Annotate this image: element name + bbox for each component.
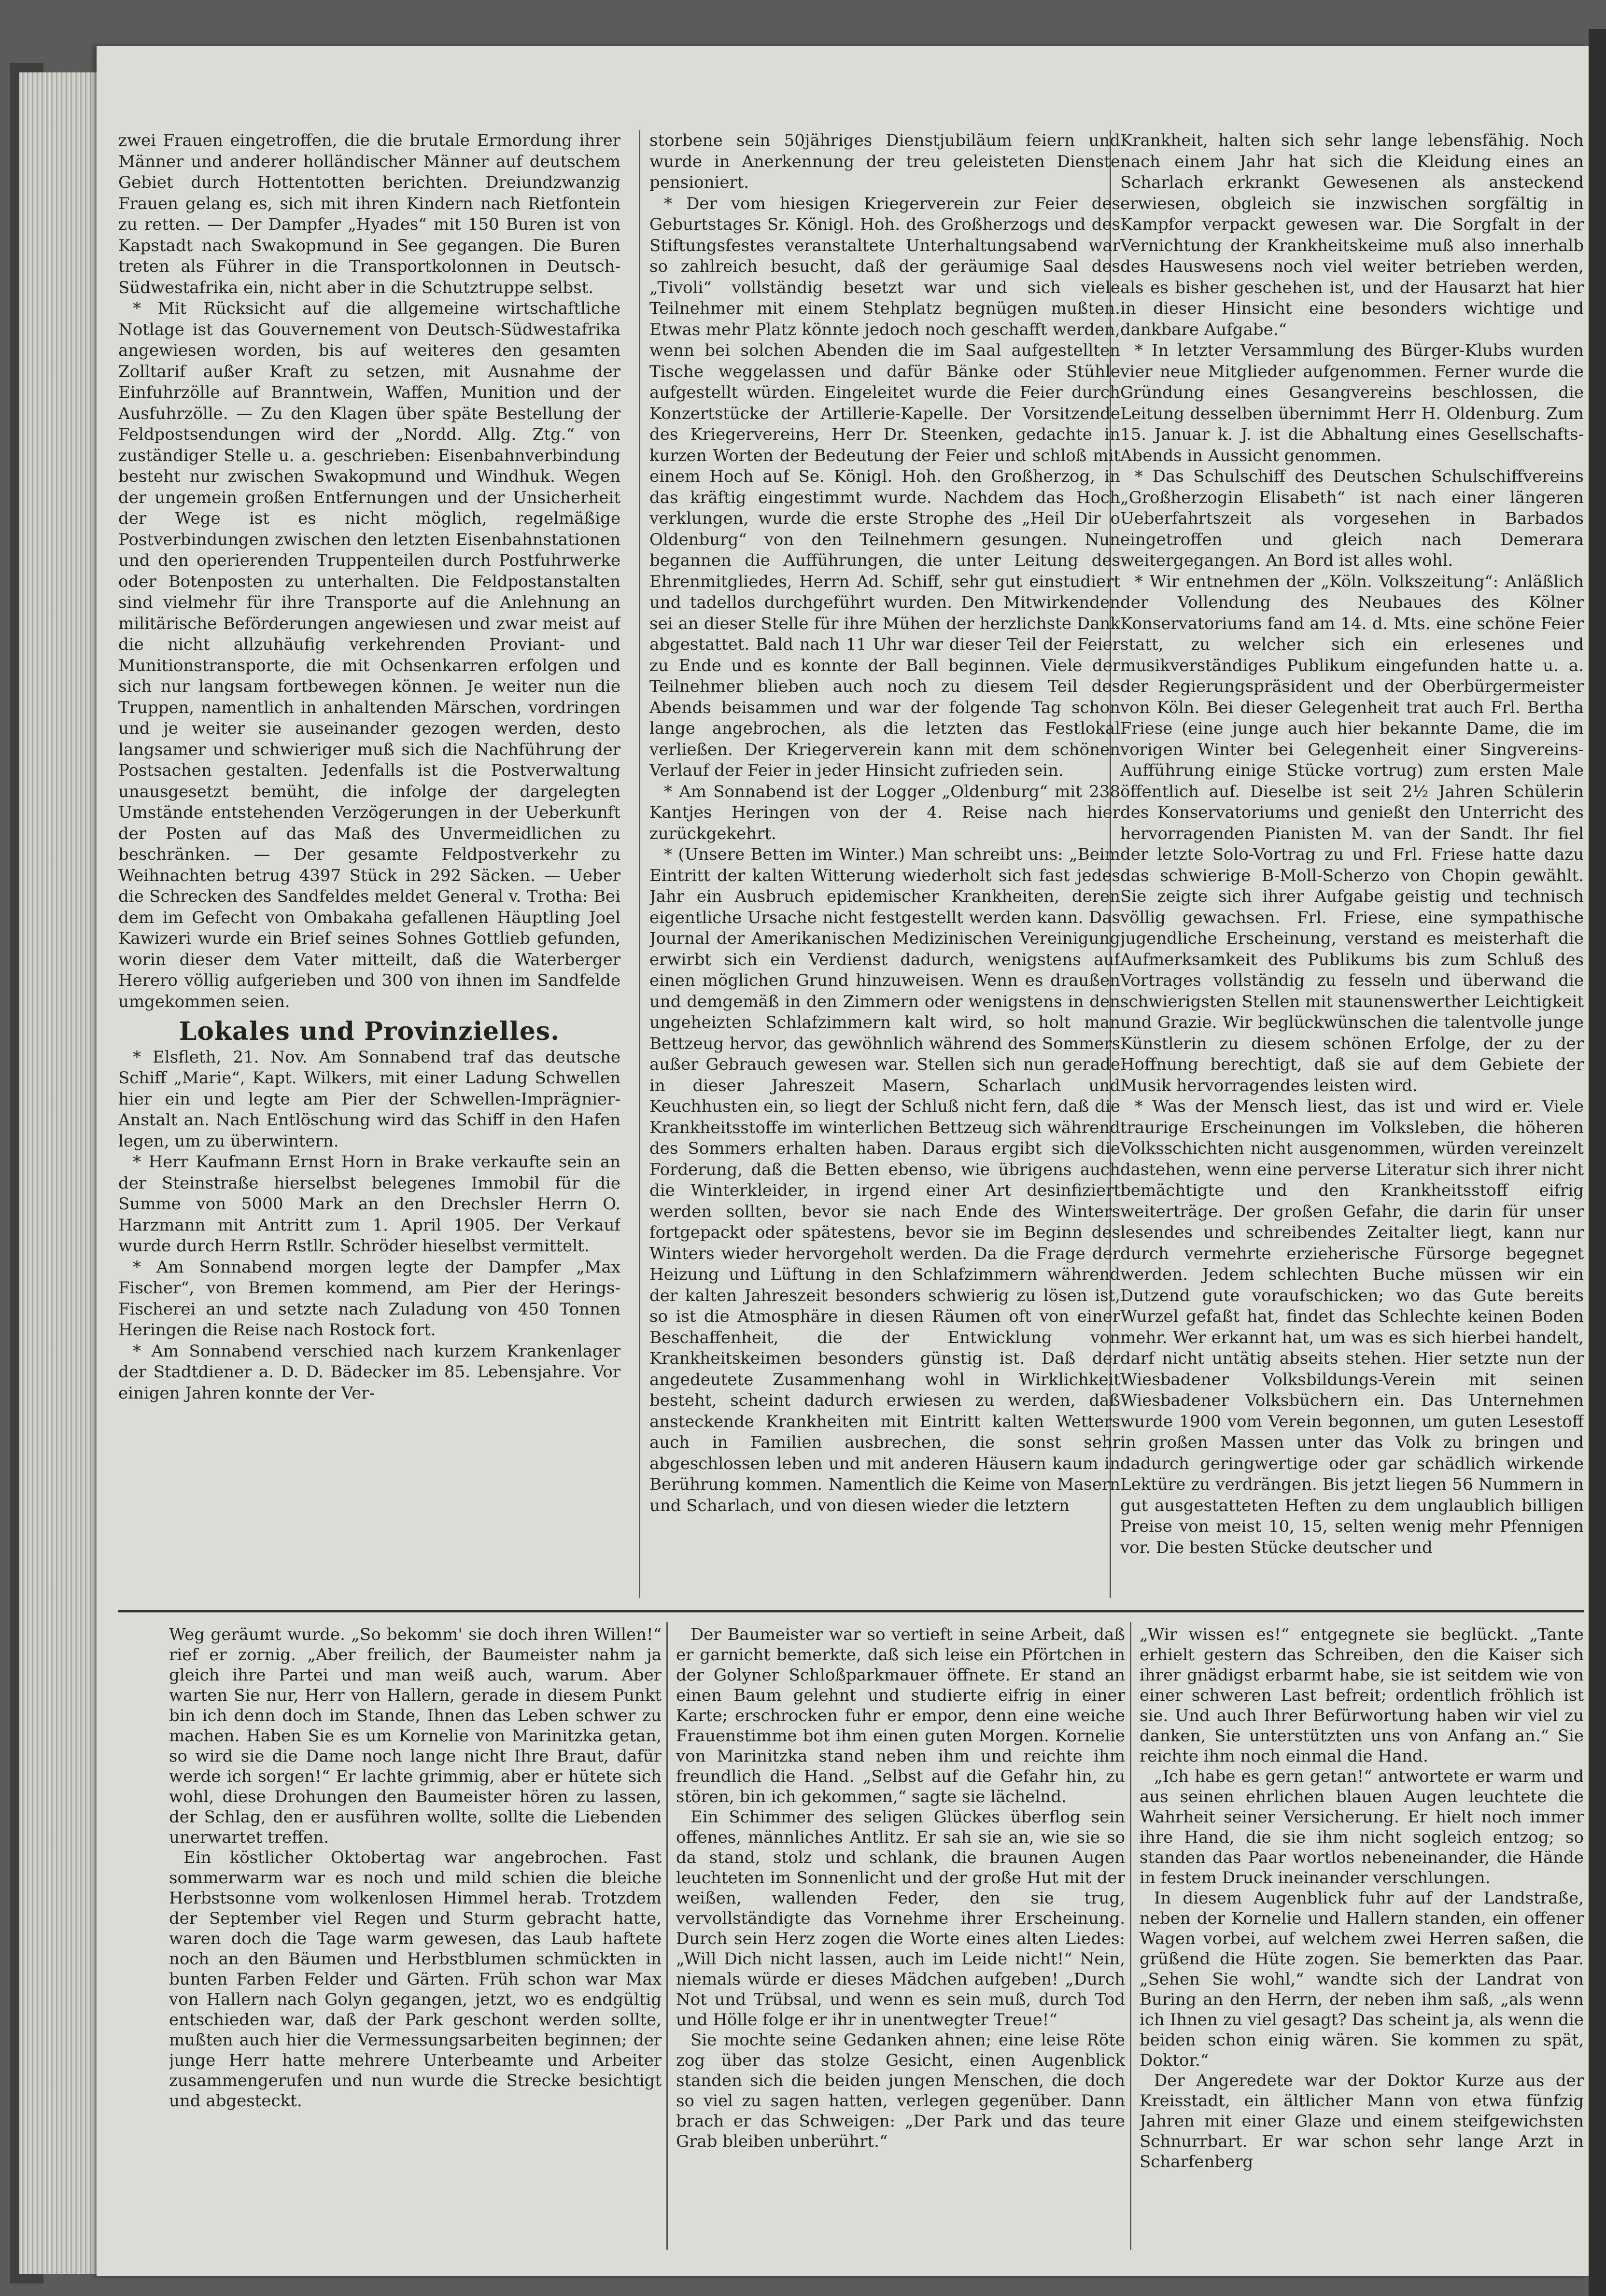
story-paragraph: Der Baumeister war so vertieft in seine Arbeit, daß er garnicht bemerkte, daß sich leise ein Pförtchen in der Golyner Schloßparkmauer öffnete. Er stand an einen Baum gelehnt und studierte eifrig in einer Karte; erschrocken fuhr er empor, denn eine weiche Frauenstimme bot ihm einen guten Morgen. Kornelie von Marinitzka stand neben ihm und reichte ihm freundlich die Hand. „Selbst auf die Gefahr hin, zu stören, bin ich gekommen,“ sagte sie lächelnd. [676, 1625, 1125, 1806]
article-paragraph: * Mit Rücksicht auf die allgemeine wirtschaftliche Notlage ist das Gouvernement von Deutsch-Südwestafrika angewiesen worden, bis auf weiteres den gesamten Zolltarif außer Kraft zu setzen, mit Ausnahme der Einfuhrzölle auf Branntwein, Waffen, Munition und der Ausfuhrzölle. — Zu den Klagen über späte Bestellung der Feldpostsendungen wird der „Nordd. Allg. Ztg.“ von zuständiger Stelle u. a. geschrieben: Eisenbahnverbindung besteht nur zwischen Swakopmund und Windhuk. Wegen der ungemein großen Entfernungen und der Unsicherheit der Wege ist es nicht möglich, regelmäßige Postverbindungen zwischen den letzten Eisenbahnstationen und den operierenden Truppenteilen durch Postfuhrwerke oder Botenposten zu unterhalten. Die Feldpostanstalten sind vielmehr für ihre Transporte auf die Anlehnung an militärische Beförderungen angewiesen und zwar meist auf die nicht allzuhäufig verkehrenden Proviant- und Munitionstransporte, die mit Ochsenkarren erfolgen und sich nur langsam fortbewegen können. Je weiter nun die Truppen, namentlich in anhaltenden Märschen, vordringen und je weiter sie auseinander gezogen werden, desto langsamer und schwieriger muß sich die Nachführung der Postsachen gestalten. Jedenfalls ist die Postverwaltung unausgesetzt bemüht, die infolge der dargelegten Umstände entstehenden Verzögerungen in der Ueberkunft der Posten auf das Maß des Unvermeidlichen zu beschränken. — Der gesamte Feldpostverkehr zu Weihnachten betrug 4397 Stück in 292 Säcken. — Ueber die Schrecken des Sandfeldes meldet General v. Trotha: Bei dem im Gefecht von Ombakaha gefallenen Häuptling Joel Kawizeri wurde ein Brief seines Sohnes Gottlieb gefunden, worin dieser dem Vater mitteilt, daß die Waterberger Herero völlig aufgerieben und 300 von ihnen im Sandfelde umgekommen seien. [118, 299, 620, 1011]
article-paragraph: storbene sein 50jähriges Dienstjubiläum feiern und wurde in Anerkennung der treu geleisteten Dienste pensioniert. [649, 131, 1120, 192]
story-paragraph: Der Angeredete war der Doktor Kurze aus der Kreisstadt, ein ältlicher Mann von etwa fünfzig Jahren mit einer Glaze und einem steifgewichsten Schnurrbart. Er war schon sehr lange Arzt in Scharfenberg [1140, 2071, 1584, 2171]
article-paragraph: Krankheit, halten sich sehr lange lebensfähig. Noch nach einem Jahr hat sich die Kleidung eines an Scharlach erkrankt Gewesenen als ansteckend erwiesen, obgleich sie inzwischen sorgfältig in Kampfor verpackt gewesen war. Die Sorgfalt in der Vernichtung der Krankheitskeime muß also innerhalb des Hauswesens noch viel weiter betrieben werden, als es bisher geschehen ist, und der Hausarzt hat hier in dieser Hinsicht eine besonders wichtige und dankbare Aufgabe.“ [1120, 131, 1584, 339]
story-paragraph: Ein köstlicher Oktobertag war angebrochen. Fast sommerwarm war es noch und mild schien die bleiche Herbstsonne vom wolkenlosen Himmel herab. Trotzdem der September viel Regen und Sturm gebracht hatte, waren doch die Tage warm gewesen, das Laub haftete noch an den Bäumen und Herbstblumen schmückten in bunten Farben Felder und Gärten. Früh schon war Max von Hallern nach Golyn gegangen, jetzt, wo es endgültig entschieden war, daß der Park geschont werden sollte, mußten auch hier die Vermessungsarbeiten beginnen; der junge Herr hatte mehrere Unterbeamte und Arbeiter zusammengerufen und nun wurde die Strecke besichtigt und abgesteckt. [169, 1848, 662, 2111]
story-paragraph: In diesem Augenblick fuhr auf der Landstraße, neben der Kornelie und Hallern standen, ein offener Wagen vorbei, auf welchem zwei Herren saßen, die grüßend die Hüte zogen. Sie bemerkten das Paar. „Sehen Sie wohl,“ wandte sich der Landrat von Buring an den Herrn, der neben ihm saß, „als wenn ich Ihnen zu viel gesagt? Das scheint ja, als wenn die beiden schon einig wären. Sie kommen zu spät, Doktor.“ [1140, 1889, 1584, 2070]
story-paragraph: „Ich habe es gern getan!“ antwortete er warm und aus seinen ehrlichen blauen Augen leuchtete die Wahrheit seiner Versicherung. Er hielt noch immer ihre Hand, die sie ihm nicht sogleich entzog; so standen das Paar wortlos nebeneinander, die Hände in festem Druck ineinander verschlungen. [1140, 1767, 1584, 1888]
lower-column-rule-1 [666, 1622, 668, 2250]
serial-story-column-3 [1140, 1624, 1584, 2247]
section-heading: Lokales und Provinzielles. [179, 1017, 560, 1046]
serial-story-column-2 [676, 1624, 1125, 2247]
story-paragraph: Weg geräumt wurde. „So bekomm' sie doch ihren Willen!“ rief er zornig. „Aber freilich, der Baumeister nahm ja gleich ihre Partei und man weiß auch, warum. Aber warten Sie nur, Herr von Hallern, gerade in diesem Punkt bin ich denn doch im Stande, Ihnen das Leben schwer zu machen. Haben Sie es um Kornelie von Marinitzka getan, so wird sie die Dame noch lange nicht Ihre Braut, dafür werde ich sorgen!“ Er lachte grimmig, aber er hütete sich wohl, diese Drohungen den Baumeister hören zu lassen, der Schlag, den er ausführen wollte, sollte die Liebenden unerwartet treffen. [169, 1625, 662, 1847]
article-column-3 [1120, 130, 1584, 1603]
article-paragraph: * Am Sonnabend verschied nach kurzem Krankenlager der Stadtdiener a. D. D. Bädecker im 85. Lebensjahre. Vor einigen Jahren konnte der Ver- [118, 1341, 620, 1403]
article-paragraph: * Elsfleth, 21. Nov. Am Sonnabend traf das deutsche Schiff „Marie“, Kapt. Wilkers, mit einer Ladung Schwellen hier ein und legte am Pier der Schwellen-Imprägnier-Anstalt an. Nach Entlöschung wird das Schiff in den Hafen legen, um zu überwintern. [118, 1047, 620, 1151]
article-paragraph: * Was der Mensch liest, das ist und wird er. Viele traurige Erscheinungen im Volksleben, die höheren Volksschichten nicht ausgenommen, würden vereinzelt dastehen, wenn eine perverse Literatur sich ihrer nicht bemächtigte und den Krankheitsstoff eifrig weiterträge. Der großen Gefahr, die darin für unser lesendes und schreibendes Zeitalter liegt, kann nur durch vermehrte erzieherische Fürsorge begegnet werden. Jedem schlechten Buche müssen wir ein Dutzend gute voraufschicken; wo das Gute bereits Wurzel gefaßt hat, findet das Schlechte keinen Boden mehr. Wer erkannt hat, um was es sich hierbei handelt, darf nicht untätig abseits stehen. Hier setzte nun der Wiesbadener Volksbildungs-Verein mit seinen Wiesbadener Volksbüchern ein. Das Unternehmen wurde 1900 vom Verein begonnen, um guten Lesestoff in großen Massen unter das Volk zu bringen und dadurch geringwertige oder gar schädlich wirkende Lektüre zu verdrängen. Bis jetzt liegen 56 Nummern in gut ausgestatteten Heften zu dem unglaublich billigen Preise von meist 10, 15, selten wenig mehr Pfennigen vor. Die besten Stücke deutscher und [1120, 1097, 1584, 1557]
column-rule-1 [639, 130, 640, 1598]
article-paragraph: * Das Schulschiff des Deutschen Schulschiffvereins „Großherzogin Elisabeth“ ist nach einer längeren Ueberfahrtszeit als vorgesehen in Barbados eingetroffen und gleich nach Demerara weitergegangen. An Bord ist alles wohl. [1120, 467, 1584, 570]
article-paragraph: * Herr Kaufmann Ernst Horn in Brake verkaufte sein an der Steinstraße hierselbst belegenes Immobil für die Summe von 5000 Mark an den Drechsler Herrn O. Harzmann mit Antritt zum 1. April 1905. Der Verkauf wurde durch Herrn Rstllr. Schröder hieselbst vermittelt. [118, 1152, 620, 1256]
right-page-edge [1589, 29, 1606, 2296]
article-paragraph: zwei Frauen eingetroffen, die die brutale Ermordung ihrer Männer und anderer holländischer Männer auf deutschem Gebiet durch Hottentotten berichten. Dreiundzwanzig Frauen gelang es, sich mit ihren Kindern nach Rietfontein zu retten. — Der Dampfer „Hyades“ mit 150 Buren ist von Kapstadt nach Swakopmund in See gegangen. Die Buren treten als Führer in die Transportkolonnen in Deutsch-Südwestafrika ein, nicht aber in die Schutztruppe selbst. [118, 131, 620, 297]
story-paragraph: Sie mochte seine Gedanken ahnen; eine leise Röte zog über das stolze Gesicht, einen Augenblick standen sich die beiden jungen Menschen, die doch so viel zu sagen hatten, verlegen gegenüber. Dann brach er das Schweigen: „Der Park und das teure Grab bleiben unberührt.“ [676, 2030, 1125, 2151]
article-paragraph: * Wir entnehmen der „Köln. Volkszeitung“: Anläßlich der Vollendung des Neubaues des Kölner Konservatoriums fand am 14. d. Mts. eine schöne Feier statt, zu welcher sich ein erlesenes und musikverständiges Publikum eingefunden hatte u. a. der Regierungspräsident und der Oberbürgermeister von Köln. Bei dieser Gelegenheit trat auch Frl. Bertha Friese (eine junge auch hier bekannte Dame, die im vorigen Winter bei Gelegenheit einer Singvereins-Aufführung einige Stücke vortrug) zum ersten Male öffentlich auf. Dieselbe ist seit 2½ Jahren Schülerin des Konservatoriums und genießt den Unterricht des hervorragenden Pianisten M. van der Sandt. Ihr fiel der letzte Solo-Vortrag zu und Frl. Friese hatte dazu das schwierige B-Moll-Scherzo von Chopin gewählt. Sie zeigte sich ihrer Aufgabe geistig und technisch völlig gewachsen. Frl. Friese, eine sympathische jugendliche Erscheinung, verstand es meisterhaft die Aufmerksamkeit des Publikums bis zum Schluß des Vortrages vollständig zu fesseln und überwand die schwierigsten Stellen mit staunenswerther Leichtigkeit und Grazie. Wir beglückwünschen die talentvolle junge Künstlerin zu diesem schönen Erfolge, der zu der Hoffnung berechtigt, daß sie auf dem Gebiete der Musik hervorragendes leisten wird. [1120, 572, 1584, 1095]
article-paragraph: * (Unsere Betten im Winter.) Man schreibt uns: „Beim Eintritt der kalten Witterung wiederholt sich fast jedes Jahr ein Ausbruch epidemischer Krankheiten, deren eigentliche Ursache nicht festgestellt werden kann. Das Journal der Amerikanischen Medizinischen Vereinigung erwirbt sich ein Verdienst dadurch, wenigstens auf einen möglichen Grund hinzuweisen. Wenn es draußen und demgemäß in den Zimmern oder wenigstens in den ungeheizten Schlafzimmern kalt wird, so holt man Bettzeug hervor, das gewöhnlich während des Sommers außer Gebrauch gewesen war. Stellen sich nun gerade in dieser Jahreszeit Masern, Scharlach und Keuchhusten ein, so liegt der Schluß nicht fern, daß die Krankheitsstoffe im winterlichen Bettzeug sich während des Sommers erhalten haben. Daraus ergibt sich die Forderung, daß die Betten ebenso, wie übrigens auch die Winterkleider, in irgend einer Art desinfiziert werden sollten, bevor sie nach Ende des Winters fortgepackt oder spätestens, bevor sie im Beginn des Winters wieder hervorgeholt werden. Da die Frage der Heizung und Lüftung in den Schlafzimmern während der kalten Jahreszeit besonders schwierig zu lösen ist, so ist die Atmosphäre in diesen Räumen oft von einer Beschaffenheit, die der Entwicklung von Krankheitskeimen besonders günstig ist. Daß der angedeutete Zusammenhang wohl in Wirklichkeit besteht, scheint dadurch erwiesen zu werden, daß ansteckende Krankheiten mit Eintritt kalten Wetters auch in Familien ausbrechen, die sonst sehr abgeschlossen leben und mit anderen Häusern kaum in Berührung kommen. Namentlich die Keime von Masern und Scharlach, und von diesen wieder die letztern [649, 845, 1120, 1515]
article-paragraph: * Am Sonnabend morgen legte der Dampfer „Max Fischer“, von Bremen kommend, am Pier der Herings-Fischerei an und setzte nach Zuladung von 450 Tonnen Heringen die Reise nach Rostock fort. [118, 1257, 620, 1340]
article-column-2 [649, 130, 1120, 1603]
story-paragraph: Ein Schimmer des seligen Glückes überflog sein offenes, männliches Antlitz. Er sah sie an, wie sie so da stand, stolz und schlank, die braunen Augen leuchteten im Sonnenlicht und der große Hut mit der weißen, wallenden Feder, den sie trug, vervollständigte das Vornehme ihrer Erscheinung. Durch sein Herz zogen die Worte eines alten Liedes: „Will Dich nicht lassen, auch im Leide nicht!“ Nein, niemals würde er dieses Mädchen aufgeben! „Durch Not und Trübsal, und wenn es sein muß, durch Tod und Hölle folge er ihr in unentwegter Treue!“ [676, 1807, 1125, 2030]
page-stack-edge [19, 72, 104, 2274]
lower-column-rule-2 [1130, 1622, 1131, 2250]
article-paragraph: * Am Sonnabend ist der Logger „Oldenburg“ mit 238 Kantjes Heringen von der 4. Reise nach hier zurückgekehrt. [649, 782, 1120, 843]
article-paragraph: * Der vom hiesigen Kriegerverein zur Feier des Geburtstages Sr. Königl. Hoh. des Großherzogs und des Stiftungsfestes veranstaltete Unterhaltungsabend war so zahlreich besucht, daß der geräumige Saal des „Tivoli“ vollständig besetzt war und sich viele Teilnehmer mit einem Stehplatz begnügen mußten. Etwas mehr Platz könnte jedoch noch geschafft werden, wenn bei solchen Abenden die im Saal aufgestellten Tische weggelassen und dafür Bänke oder Stühle aufgestellt würden. Eingeleitet wurde die Feier durch Konzertstücke der Artillerie-Kapelle. Der Vorsitzende des Kriegervereins, Herr Dr. Steenken, gedachte in kurzen Worten der Bedeutung der Feier und schloß mit einem Hoch auf Se. Königl. Hoh. den Großherzog, in das kräftig eingestimmt wurde. Nachdem das Hoch verklungen, wurde die erste Strophe des „Heil Dir o Oldenburg“ von den Teilnehmern gesungen. Nun begannen die Aufführungen, die unter Leitung des Ehrenmitgliedes, Herrn Ad. Schiff, sehr gut einstudiert und tadellos durchgeführt wurden. Den Mitwirkenden sei an dieser Stelle für ihre Mühen der herzlichste Dank abgestattet. Bald nach 11 Uhr war dieser Teil der Feier zu Ende und es konnte der Ball beginnen. Viele der Teilnehmer blieben auch noch zu diesem Teil des Abends beisammen und war der folgende Tag schon lange angebrochen, als die letzten das Festlokal verließen. Der Kriegerverein kann mit dem schönen Verlauf der Feier in jeder Hinsicht zufrieden sein. [649, 194, 1120, 780]
feuilleton-divider [118, 1610, 1584, 1612]
article-column-1 [118, 130, 620, 1603]
serial-story-column-1 [169, 1624, 662, 2247]
article-paragraph: * In letzter Versammlung des Bürger-Klubs wurden vier neue Mitglieder aufgenommen. Ferner wurde die Gründung eines Gesangvereins beschlossen, die Leitung desselben übernimmt Herr H. Oldenburg. Zum 15. Januar k. J. ist die Abhaltung eines Gesellschafts-Abends in Aussicht genommen. [1120, 341, 1584, 465]
story-paragraph: „Wir wissen es!“ entgegnete sie beglückt. „Tante erhielt gestern das Schreiben, den die Kaiser sich ihrer gnädigst erbarmt habe, sie ist seitdem wie von einer schweren Last befreit; ordentlich fröhlich ist sie. Und auch Ihrer Befürwortung haben wir viel zu danken, Sie unterstützten uns von Anfang an.“ Sie reichte ihm noch einmal die Hand. [1140, 1625, 1584, 1766]
